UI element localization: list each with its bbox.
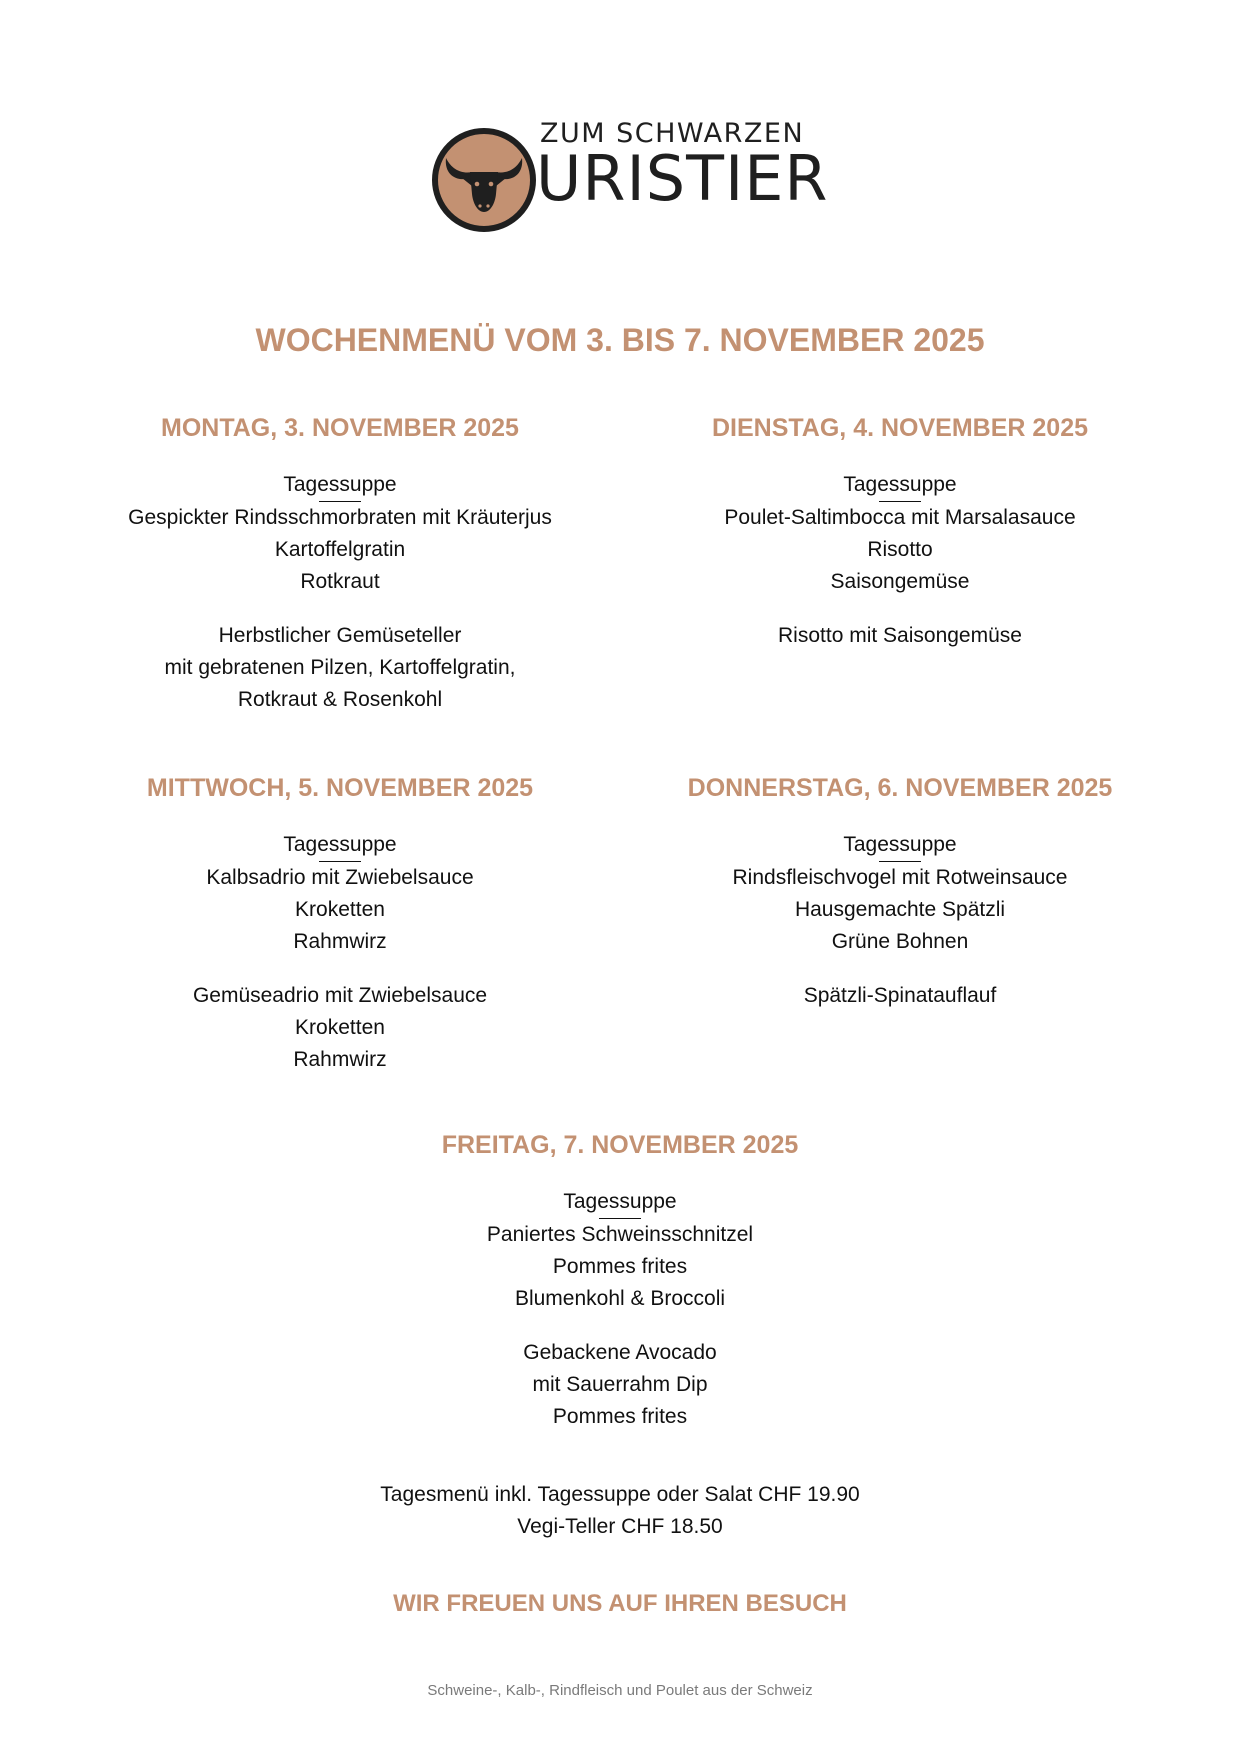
menu-price: Tagesmenü inkl. Tagessuppe oder Salat CHF 19.90 [380, 1483, 860, 1506]
day-wednesday [60, 774, 620, 1076]
vegi-line: Gemüseadrio mit Zwiebelsauce [192, 984, 488, 1007]
logo-main-text: URISTIER [536, 142, 829, 215]
dish-line: Kalbsadrio mit Zwiebelsauce [206, 866, 474, 889]
day-title-thursday: DONNERSTAG, 6. NOVEMBER 2025 [687, 774, 1113, 802]
dish-line: Rahmwirz [293, 930, 387, 953]
vegi-line: mit gebratenen Pilzen, Kartoffelgratin, [164, 656, 516, 679]
restaurant-logo [432, 118, 829, 238]
dish-line: Poulet-Saltimbocca mit Marsalasauce [724, 506, 1076, 529]
soup-monday: Tagessuppe [283, 473, 397, 496]
bull-head-icon [432, 128, 536, 232]
dish-line: Risotto [867, 538, 933, 561]
dish-line: Blumenkohl & Broccoli [514, 1287, 726, 1310]
day-thursday [620, 774, 1180, 1012]
vegi-price: Vegi-Teller CHF 18.50 [517, 1515, 723, 1538]
soup-tuesday: Tagessuppe [843, 473, 957, 496]
day-friday [340, 1131, 900, 1433]
dish-line: Saisongemüse [830, 570, 970, 593]
dish-line: Gespickter Rindsschmorbraten mit Kräuterjus [128, 506, 552, 529]
origin-note: Schweine-, Kalb-, Rindfleisch und Poulet aus der Schweiz [427, 1682, 813, 1699]
soup-thursday: Tagessuppe [843, 833, 957, 856]
vegi-line: Spätzli-Spinatauflauf [803, 984, 997, 1007]
dish-line: Rotkraut [300, 570, 380, 593]
vegi-line: Gebackene Avocado [523, 1341, 717, 1364]
day-tuesday [620, 414, 1180, 652]
page-title: WOCHENMENÜ VOM 3. BIS 7. NOVEMBER 2025 [255, 322, 985, 358]
vegi-line: Rahmwirz [293, 1048, 387, 1071]
closing-message: WIR FREUEN UNS AUF IHREN BESUCH [393, 1590, 847, 1617]
dish-line: Rindsfleischvogel mit Rotweinsauce [732, 866, 1068, 889]
day-title-tuesday: DIENSTAG, 4. NOVEMBER 2025 [711, 414, 1089, 442]
vegi-line: Kroketten [295, 1016, 385, 1039]
soup-friday: Tagessuppe [563, 1190, 677, 1213]
dish-line: Kroketten [295, 898, 385, 921]
dish-line: Hausgemachte Spätzli [794, 898, 1006, 921]
dish-line: Grüne Bohnen [831, 930, 969, 953]
vegi-line: Risotto mit Saisongemüse [778, 624, 1022, 647]
soup-wednesday: Tagessuppe [283, 833, 397, 856]
vegi-line: mit Sauerrahm Dip [532, 1373, 708, 1396]
vegi-line: Pommes frites [552, 1405, 688, 1428]
day-title-monday: MONTAG, 3. NOVEMBER 2025 [161, 414, 519, 442]
day-monday [60, 414, 620, 716]
dish-line: Kartoffelgratin [274, 538, 406, 561]
price-info [0, 1479, 1240, 1543]
day-title-wednesday: MITTWOCH, 5. NOVEMBER 2025 [146, 774, 534, 802]
dish-line: Paniertes Schweinsschnitzel [486, 1223, 754, 1246]
logo-top-text: ZUM SCHWARZEN [540, 118, 805, 149]
vegi-line: Herbstlicher Gemüseteller [218, 624, 462, 647]
vegi-line: Rotkraut & Rosenkohl [237, 688, 443, 711]
dish-line: Pommes frites [552, 1255, 688, 1278]
day-title-friday: FREITAG, 7. NOVEMBER 2025 [441, 1131, 799, 1159]
